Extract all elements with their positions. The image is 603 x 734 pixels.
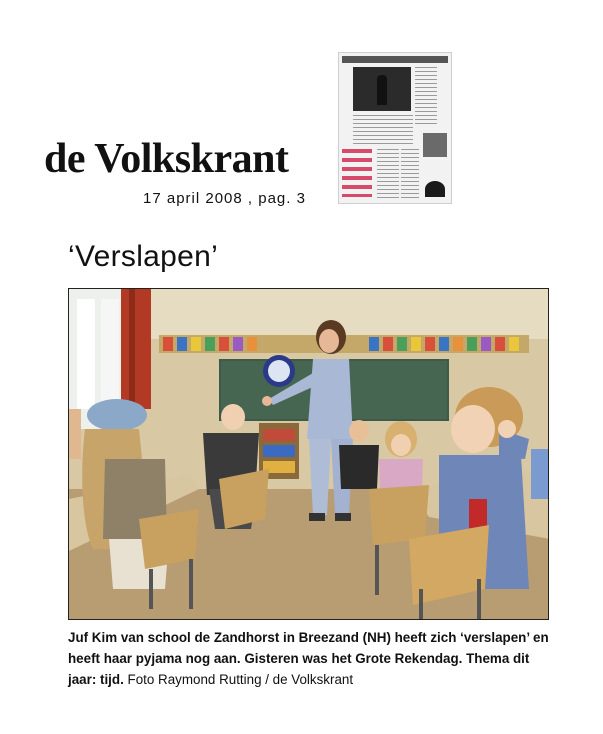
thumbnail-text-column — [415, 67, 437, 127]
thumbnail-photo — [353, 67, 411, 111]
dateline: 17 april 2008 , pag. 3 — [143, 190, 306, 207]
thumbnail-text-column — [377, 149, 399, 199]
thumbnail-text-column — [353, 115, 413, 145]
masthead-logo: de Volkskrant — [44, 136, 289, 182]
thumbnail-ad-block — [342, 149, 372, 197]
thumbnail-gray-box — [423, 133, 447, 157]
caption-text: Juf Kim van school de Zandhorst in Breezand (NH) heeft zich ‘verslapen’ en heeft haar pyjama nog aan. Gisteren was het Grote Rekendag. Thema dit jaar: tijd. — [68, 630, 549, 687]
thumbnail-text-column — [401, 149, 419, 199]
article-headline: ‘Verslapen’ — [68, 240, 219, 273]
thumbnail-dark-figure — [425, 181, 445, 197]
classroom-photo — [68, 288, 549, 620]
photo-caption — [68, 627, 550, 690]
newspaper-page-thumbnail — [338, 52, 452, 204]
thumbnail-headline-bar — [342, 56, 448, 63]
photo-credit: Foto Raymond Rutting / de Volkskrant — [127, 672, 354, 687]
